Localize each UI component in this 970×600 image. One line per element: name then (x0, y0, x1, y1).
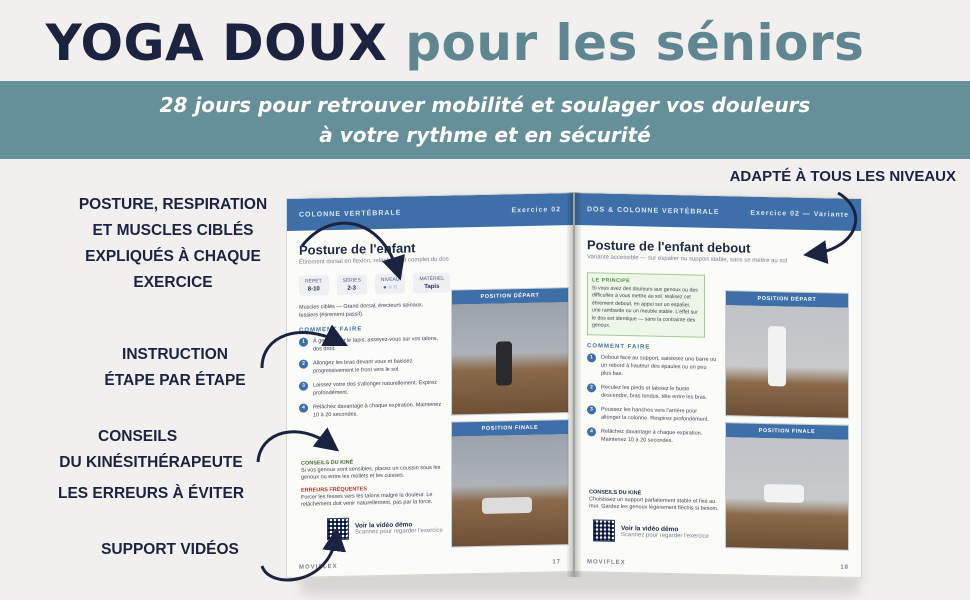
feature-video: SUPPORT VIDÉOS (101, 541, 239, 558)
stat (413, 273, 450, 294)
stat-label: RÉPÉT. (305, 278, 323, 285)
stat-label: NIVEAU (380, 276, 400, 284)
feature-posture-line: POSTURE, RESPIRATION (78, 196, 268, 213)
stat (299, 275, 329, 296)
step-text: Debout face au support, saisissez une barre ou un rebord à hauteur des épaules ou un peu plus bas. (601, 354, 717, 377)
photo-image (452, 434, 568, 546)
subtitle-banner (0, 81, 970, 159)
step-item (299, 401, 443, 420)
muscles-text: Muscles ciblés — Grand dorsal, érecteurs spinaux, fessiers (étirement passif). (299, 302, 424, 319)
how-label: COMMENT FAIRE (299, 326, 363, 334)
book-page-left (286, 192, 574, 578)
subtitle-line-1: 28 jours pour retrouver mobilité et soulager vos douleurs (159, 93, 811, 117)
steps-list (299, 335, 443, 420)
feature-instruction-line: INSTRUCTION (122, 346, 228, 363)
page-exercise-no: Exercice 02 (511, 205, 561, 214)
feature-posture (58, 192, 288, 296)
step-item (587, 383, 717, 402)
exercise-title: Posture de l'enfant (299, 240, 416, 258)
video-title: Voir la vidéo démo (355, 520, 413, 530)
tips-block (301, 458, 445, 509)
exercise-subtitle: Étirement dorsal en flexion, relâchement complet du dos (299, 256, 449, 266)
book-spine (566, 192, 582, 577)
stat-label: SÉRIES (342, 277, 361, 284)
page-exercise-no: Exercice 02 — Variante (750, 209, 849, 219)
person-figure (764, 484, 804, 503)
video-demo[interactable] (327, 516, 443, 540)
stat-value: 8-10 (307, 286, 320, 293)
feature-posture-line: ET MUSCLES CIBLÉS (92, 222, 254, 239)
tip-text: Si vos genoux sont sensibles, placez un coussin sous les genoux ou entre les mollets et les cuisses. (301, 464, 441, 481)
page-footer (299, 559, 561, 570)
stat-label: MATÉRIEL (419, 275, 445, 283)
person-figure (496, 341, 512, 385)
step-item (299, 335, 443, 354)
feature-erreurs: LES ERREURS À ÉVITER (57, 485, 245, 502)
photo-image (726, 437, 848, 550)
photo-image (726, 305, 848, 418)
video-demo[interactable] (593, 519, 709, 543)
step-number: 2 (587, 383, 596, 392)
page-title (0, 14, 910, 72)
feature-conseils-line: CONSEILS (98, 428, 178, 445)
page-footer (587, 559, 849, 570)
feature-instruction-line: ÉTAPE PAR ÉTAPE (104, 372, 246, 389)
subtitle-line-2: à votre rythme et en sécurité (319, 123, 651, 147)
principle-box (587, 272, 705, 337)
tips-block (589, 489, 719, 513)
page-section: COLONNE VERTÉBRALE (299, 209, 402, 219)
qr-code-icon[interactable] (327, 518, 349, 540)
feature-conseils (36, 424, 266, 476)
tip-title: CONSEILS DU KINÉ (589, 489, 642, 497)
how-label: COMMENT FAIRE (587, 342, 651, 351)
step-item (587, 427, 717, 446)
title-accent: pour les séniors (405, 14, 865, 72)
video-subtitle: Scannez pour regarder l'exercice (621, 531, 709, 540)
step-text: Relâchez davantage à chaque expiration. Maintenez 10 à 20 secondes. (313, 401, 442, 419)
step-item (299, 379, 443, 398)
stat (375, 274, 406, 295)
person-figure (768, 326, 786, 386)
step-number: 1 (587, 353, 596, 362)
tip-text: Choisissez un support parfaitement stable et fixé au mur. Gardez les genoux légèrement fléchis si besoin. (589, 496, 719, 513)
stat-value: Tapis (424, 283, 440, 291)
step-number: 3 (299, 382, 308, 391)
stat-value: ● ○ ○ (383, 284, 398, 291)
error-text: Forcer les fesses vers les talons malgré la douleur. Le relâchement doit venir naturellement, pas par la force. (301, 491, 433, 508)
video-text (355, 520, 443, 535)
step-text: Relâchez davantage à chaque expiration. Maintenez 10 à 20 secondes. (601, 428, 703, 444)
page-header (575, 193, 861, 231)
step-number: 2 (299, 360, 308, 369)
step-text: Poussez les hanches vers l'arrière pour allonger la colonne. Respirez profondément. (601, 406, 709, 423)
page-header (287, 193, 573, 231)
book-page-right (574, 192, 862, 578)
title-main: YOGA DOUX (45, 14, 388, 72)
photo-caption: POSITION DÉPART (726, 291, 848, 308)
exercise-subtitle: Variante accessible — sur espalier ou support stable, sans se mettre au sol (587, 254, 787, 265)
step-item (299, 357, 443, 376)
stat-value: 2-3 (347, 285, 357, 292)
photo-caption: POSITION DÉPART (452, 288, 568, 304)
tip-title: CONSEILS DU KINÉ (301, 459, 354, 467)
feature-posture-line: EXPLIQUÉS À CHAQUE (85, 248, 261, 265)
photo-end (451, 419, 569, 547)
step-number: 1 (299, 338, 308, 347)
photo-end (725, 422, 849, 551)
page-section: DOS & COLONNE VERTÉBRALE (587, 205, 720, 216)
step-text: À genoux sur le tapis, asseyez-vous sur vos talons, dos droit. (313, 335, 439, 353)
step-text: Allongez les bras devant vous et baissez progressivement le front vers le sol. (313, 358, 413, 375)
step-number: 4 (299, 404, 308, 413)
video-title: Voir la vidéo démo (621, 524, 679, 533)
open-book (286, 192, 862, 584)
feature-conseils-line: DU KINÉSITHÉRAPEUTE (59, 454, 243, 471)
qr-code-icon[interactable] (593, 519, 615, 541)
error-title: ERREURS FRÉQUENTES (301, 486, 368, 494)
step-number: 3 (587, 405, 596, 414)
principle-title: LE PRINCIPE (592, 277, 631, 285)
footer-brand: MOVIFLEX (587, 559, 626, 567)
exercise-title: Posture de l'enfant debout (587, 237, 751, 256)
feature-niveaux: ADAPTÉ À TOUS LES NIVEAUX (729, 168, 956, 185)
step-item (587, 405, 717, 424)
photo-caption: POSITION FINALE (726, 423, 848, 440)
steps-list (587, 353, 717, 446)
page-number: 18 (840, 564, 849, 571)
step-item (587, 353, 717, 380)
photo-caption: POSITION FINALE (452, 420, 568, 436)
photo-start (725, 290, 849, 419)
step-number: 4 (587, 427, 596, 436)
principle-text: Si vous avez des douleurs aux genoux ou des difficultés à vous mettre au sol, réalisez cet étirement debout, en appui sur un espalier, une rambarde ou un meuble stable. L'effet sur le dos est identique — sans la contrainte des genoux. (592, 284, 698, 329)
stat (337, 274, 367, 295)
step-text: Reculez les pieds et laissez le buste descendre, bras tendus, tête entre les bras. (601, 384, 708, 401)
video-text (621, 524, 709, 539)
page-number: 17 (552, 559, 561, 566)
photo-start (451, 287, 569, 415)
feature-posture-line: EXERCICE (133, 274, 213, 291)
step-text: Laissez votre dos s'allonger naturellement. Expirez profondément. (313, 379, 437, 397)
video-subtitle: Scannez pour regarder l'exercice (355, 527, 443, 536)
person-figure (482, 497, 532, 514)
feature-instruction (80, 342, 270, 394)
footer-brand: MOVIFLEX (299, 563, 338, 571)
photo-image (452, 302, 568, 414)
